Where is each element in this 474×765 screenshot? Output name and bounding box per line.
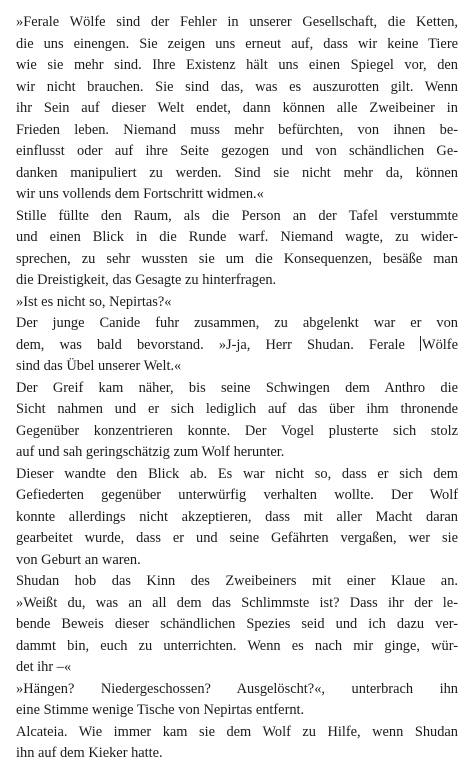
text-line: sprechen, zu sehr wussten sie um die Konsequenzen, besäße man [16, 250, 458, 267]
paragraph [16, 571, 458, 679]
text-line: »Ist es nicht so, Nepirtas?« [16, 293, 172, 310]
text-line: Shudan hob das Kinn des Zweibeiners mit einer Klaue an. [16, 573, 458, 589]
text-line: Gefiederten gegenüber unterwürfig verhalten wollte. Der Wolf [16, 487, 458, 503]
book-page [16, 12, 458, 765]
text-line: eine Stimme wenige Tische von Nepirtas entfernt. [16, 702, 305, 718]
paragraph [16, 722, 458, 765]
paragraph [16, 292, 458, 314]
text-line: sind das Übel unserer Welt.« [16, 358, 182, 374]
text-line: dammt bin, euch zu unterrichten. Wenn es nach mir ginge, wür- [16, 637, 458, 654]
paragraph [16, 679, 458, 722]
text-cursor [420, 336, 421, 351]
text-line: ihr Sein auf dieser Welt endet, dann können alle Zweibeiner in [16, 100, 458, 116]
text-line: Stille füllte den Raum, als die Person an der Tafel verstummte [16, 207, 458, 224]
paragraph [16, 313, 458, 378]
text-line: Sicht nahmen und er sich lediglich auf das über ihm thronende [16, 401, 458, 417]
paragraph [16, 206, 458, 292]
paragraph [16, 12, 458, 206]
text-line: dem, was bald bevorstand. »J-ja, Herr Shudan. Ferale Wölfe [16, 336, 458, 353]
text-line: einflusst oder auf ihre Seite gezogen und von schändlichen Ge- [16, 143, 458, 159]
text-line: Alcateia. Wie immer kam sie dem Wolf zu Hilfe, wenn Shudan [16, 723, 458, 740]
paragraph [16, 378, 458, 464]
text-line: danken manipuliert zu werden. Sind sie nicht mehr da, können [16, 164, 458, 181]
text-line: Gegenüber konzentrieren konnte. Der Vogel plusterte sich stolz [16, 422, 458, 439]
text-line: die Dreistigkeit, das Gesagte zu hinterfragen. [16, 272, 277, 288]
text-line: wir nicht brauchen. Sie sind das, was es auszurotten gilt. Wenn [16, 78, 458, 95]
text-line: wie sie mehr sind. Ihre Existenz hält uns einen Spiegel vor, den [16, 57, 458, 73]
text-line: Dieser wandte den Blick ab. Es war nicht so, dass er sich dem [16, 465, 458, 482]
text-line: auf und sah geringschätzig zum Wolf herunter. [16, 444, 285, 460]
text-body [16, 12, 458, 765]
text-line: bende Beweis dieser schändlichen Spezies seid und ich dazu ver- [16, 616, 458, 632]
text-line: von Geburt an waren. [16, 551, 141, 568]
text-line: det ihr –« [16, 659, 72, 675]
text-line: konnte allerdings nicht akzeptieren, dass mit aller Macht daran [16, 508, 458, 525]
text-line: »Weißt du, was an all dem das Schlimmste ist? Dass ihr der le- [16, 594, 458, 611]
text-line: ihn auf dem Kieker hatte. [16, 745, 163, 761]
text-line: gearbeitet wurde, dass er und seine Gefährten vergaßen, wer sie [16, 530, 458, 546]
text-line: wir uns vollends dem Fortschritt widmen.« [16, 186, 264, 202]
text-line: »Ferale Wölfe sind der Fehler in unserer Gesellschaft, die Ketten, [16, 14, 458, 30]
text-line: Der Greif kam näher, bis seine Schwingen dem Anthro die [16, 379, 458, 396]
text-line: und einen Blick in die Runde warf. Niemand wagte, zu wider- [16, 229, 458, 245]
paragraph [16, 464, 458, 572]
text-line: die uns einengen. Sie zeigen uns erneut auf, dass wir keine Tiere [16, 35, 458, 52]
text-line: Der junge Canide fuhr zusammen, zu abgelenkt war er von [16, 315, 458, 331]
text-line: Frieden leben. Niemand muss mehr befürchten, von ihnen be- [16, 121, 458, 138]
text-line: »Hängen? Niedergeschossen? Ausgelöscht?«, unterbrach ihn [16, 680, 458, 697]
